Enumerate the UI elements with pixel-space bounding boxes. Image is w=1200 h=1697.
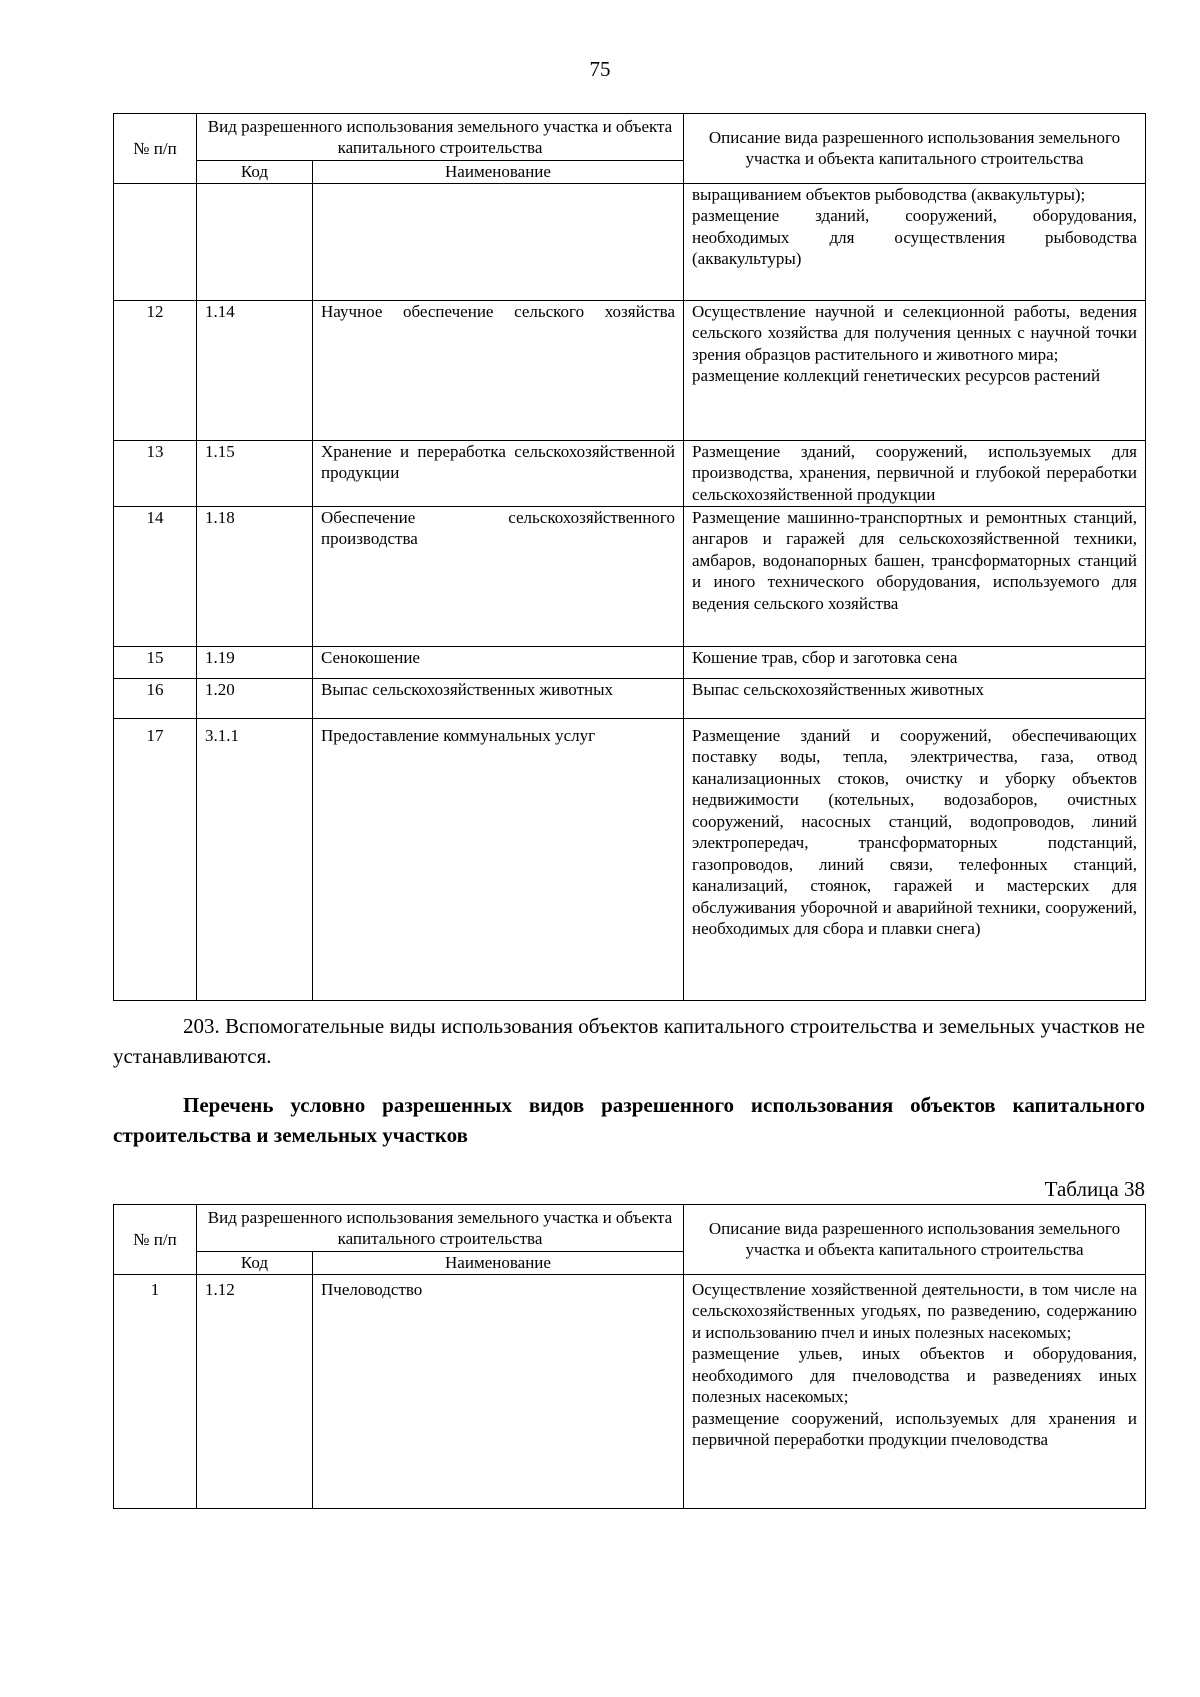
page-number: 75 (589, 57, 611, 81)
table-permitted-uses (113, 113, 1146, 1001)
cell-code: 3.1.1 (197, 718, 313, 1000)
cell-num: 12 (114, 300, 197, 440)
cell-name: Предоставление коммунальных услуг (313, 718, 684, 1000)
header-description: Описание вида разрешенного использования земельного участка и объекта капитального строительства (684, 114, 1146, 184)
header-group: Вид разрешенного использования земельного участка и объекта капитального строительства (197, 114, 684, 161)
header-num: № п/п (114, 1205, 197, 1275)
header-group: Вид разрешенного использования земельного участка и объекта капитального строительства (197, 1205, 684, 1252)
table-conditional-uses (113, 1204, 1146, 1509)
cell-name (313, 300, 684, 440)
cell-name: Пчеловодство (313, 1274, 684, 1508)
cell-code: 1.15 (197, 440, 313, 506)
cell-code: 1.18 (197, 506, 313, 646)
table-row-continuation (114, 183, 1146, 300)
cell-name-text: Научное обеспечение сельского хозяйства (321, 301, 675, 321)
cell-code: 1.19 (197, 646, 313, 678)
header-code: Код (197, 161, 313, 184)
cell-name: Обеспечение сельскохозяйственного производства (313, 506, 684, 646)
cell-code: 1.14 (197, 300, 313, 440)
cell-name: Хранение и переработка сельскохозяйственной продукции (313, 440, 684, 506)
cell-num: 1 (114, 1274, 197, 1508)
cell-desc: Выпас сельскохозяйственных животных (684, 678, 1146, 718)
header-name: Наименование (313, 1252, 684, 1275)
header-description: Описание вида разрешенного использования земельного участка и объекта капитального строительства (684, 1205, 1146, 1275)
cell-code: 1.20 (197, 678, 313, 718)
cell-desc: выращиванием объектов рыбоводства (аквакультуры); размещение зданий, сооружений, оборудования, необходимых для осуществления рыбоводства (аквакультуры) (684, 183, 1146, 300)
header-code: Код (197, 1252, 313, 1275)
cell-desc: Размещение зданий, сооружений, используемых для производства, хранения, первичной и глубокой переработки сельскохозяйственной продукции (684, 440, 1146, 506)
header-num: № п/п (114, 114, 197, 184)
table-caption: Таблица 38 (1044, 1177, 1145, 1201)
header-name: Наименование (313, 161, 684, 184)
cell-num: 17 (114, 718, 197, 1000)
cell-desc: Размещение зданий и сооружений, обеспечивающих поставку воды, тепла, электричества, газа, отвод канализационных стоков, очистку и уборку объектов недвижимости (котельных, водозаборов, очистных сооружений, насосных станций, водопроводов, линий электропередач, трансформаторных подстанций, газопроводов, линий связи, телефонных станций, канализаций, стоянок, гаражей и мастерских для обслуживания уборочной и аварийной техники, сооружений, необходимых для сбора и плавки снега) (684, 718, 1146, 1000)
cell-desc: Кошение трав, сбор и заготовка сена (684, 646, 1146, 678)
cell-num: 13 (114, 440, 197, 506)
cell-desc: Осуществление хозяйственной деятельности, в том числе на сельскохозяйственных угодьях, по разведению, содержанию и использованию пчел и иных полезных насекомых; размещение ульев, иных объектов и оборудования, необходимого для пчеловодства и разведениях иных полезных насекомых; размещение сооружений, используемых для хранения и первичной переработки продукции пчеловодства (684, 1274, 1146, 1508)
table-row (114, 1274, 1146, 1508)
table-row (114, 646, 1146, 678)
section-heading: Перечень условно разрешенных видов разрешенного использования объектов капитального строительства и земельных участков (113, 1093, 1145, 1147)
cell-name: Сенокошение (313, 646, 684, 678)
cell-num: 15 (114, 646, 197, 678)
table-row (114, 678, 1146, 718)
table-row (114, 300, 1146, 440)
paragraph-203: 203. Вспомогательные виды использования объектов капитального строительства и земельных участков не устанавливаются. (113, 1014, 1145, 1068)
cell-num: 14 (114, 506, 197, 646)
cell-desc: Размещение машинно-транспортных и ремонтных станций, ангаров и гаражей для сельскохозяйственной техники, амбаров, водонапорных башен, трансформаторных станций и иного технического оборудования, используемого для ведения сельского хозяйства (684, 506, 1146, 646)
table-row (114, 718, 1146, 1000)
cell-code: 1.12 (197, 1274, 313, 1508)
cell-name: Выпас сельскохозяйственных животных (313, 678, 684, 718)
table-row (114, 506, 1146, 646)
table-row (114, 440, 1146, 506)
cell-num: 16 (114, 678, 197, 718)
cell-desc: Осуществление научной и селекционной работы, ведения сельского хозяйства для получения ценных с научной точки зрения образцов растительного и животного мира; размещение коллекций генетических ресурсов растений (684, 300, 1146, 440)
